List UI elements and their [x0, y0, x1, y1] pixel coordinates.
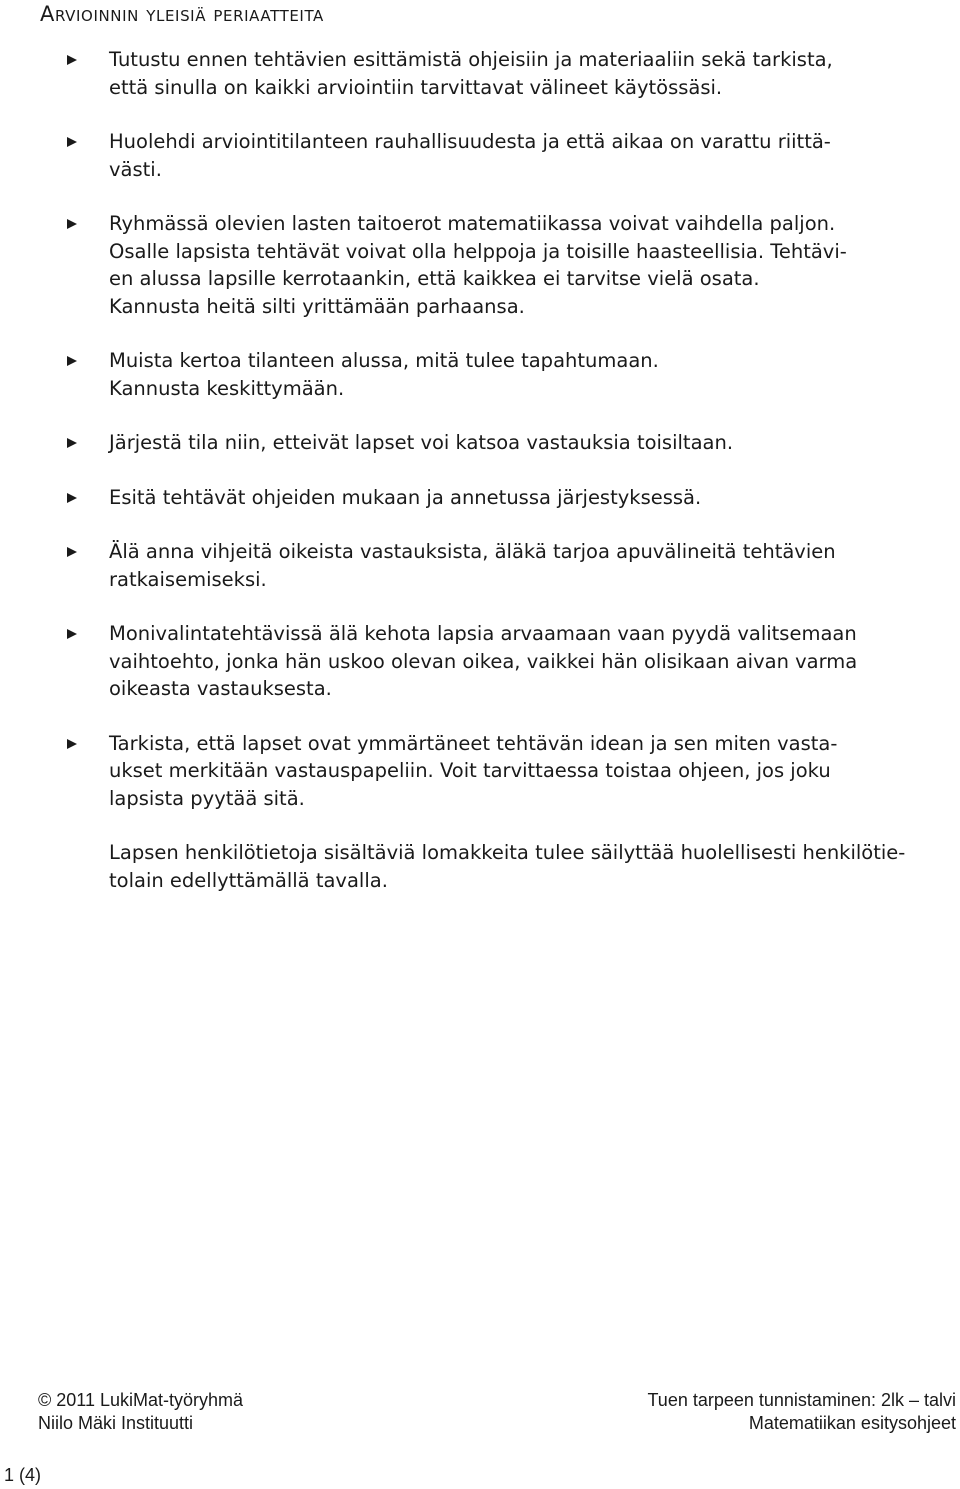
triangle-bullet-icon [67, 739, 77, 749]
triangle-bullet-icon [67, 55, 77, 65]
item-text-line: Älä anna vihjeitä oikeista vastauksista, äläkä tarjoa apuvälineitä tehtävien [109, 540, 836, 563]
page-heading: Arvioinnin yleisiä periaatteita [40, 2, 324, 26]
list-item [0, 730, 960, 813]
item-text-line: Tutustu ennen tehtävien esittämistä ohjeisiin ja materiaaliin sekä tarkista, [109, 48, 833, 71]
triangle-bullet-icon [67, 547, 77, 557]
list-item [0, 429, 960, 457]
footer-right-line: Matematiikan esitysohjeet [748, 1413, 956, 1433]
item-text-line: vaihtoehto, jonka hän uskoo olevan oikea, vaikkei hän olisikaan aivan varma [109, 649, 858, 673]
list-item [0, 347, 960, 402]
footer-right-line: Tuen tarpeen tunnistaminen: 2lk – talvi [647, 1390, 956, 1410]
page-number: 1 (4) [4, 1465, 42, 1485]
triangle-bullet-icon [67, 629, 77, 639]
list-item [0, 538, 960, 593]
triangle-bullet-icon [67, 493, 77, 503]
item-text-line: lapsista pyytää sitä. [109, 786, 305, 810]
item-text-line: västi. [109, 157, 162, 181]
item-text-line: Muista kertoa tilanteen alussa, mitä tulee tapahtumaan. [109, 349, 659, 372]
note-text-line: tolain edellyttämällä tavalla. [109, 868, 388, 892]
triangle-bullet-icon [67, 438, 77, 448]
list-item [0, 620, 960, 703]
item-text-line: Kannusta heitä silti yrittämään parhaansa. [109, 294, 525, 318]
item-text-line: Monivalintatehtävissä älä kehota lapsia arvaamaan vaan pyydä valitsemaan [109, 622, 857, 645]
privacy-note [0, 839, 960, 894]
item-text-line: Ryhmässä olevien lasten taitoerot matematiikassa voivat vaihdella paljon. [109, 212, 836, 235]
item-text-line: Tarkista, että lapset ovat ymmärtäneet tehtävän idean ja sen miten vasta- [109, 731, 838, 755]
triangle-bullet-icon [67, 219, 77, 229]
footer-left-line: © 2011 LukiMat-työryhmä [38, 1390, 244, 1410]
triangle-bullet-icon [67, 137, 77, 147]
item-text-line: Kannusta keskittymään. [109, 376, 345, 400]
footer-left-line: Niilo Mäki Instituutti [38, 1413, 194, 1433]
list-item [0, 210, 960, 320]
item-text-line: Järjestä tila niin, etteivät lapset voi katsoa vastauksia toisiltaan. [109, 431, 734, 454]
item-text-line: Esitä tehtävät ohjeiden mukaan ja annetussa järjestyksessä. [109, 485, 702, 509]
item-text-line: en alussa lapsille kerrotaankin, että kaikkea ei tarvitse vielä osata. [109, 267, 760, 290]
item-text-line: oikeasta vastauksesta. [109, 677, 332, 700]
item-text-line: ukset merkitään vastauspapeliin. Voit tarvittaessa toistaa ohjeen, jos joku [109, 759, 831, 782]
item-text-line: Huolehdi arviointitilanteen rauhallisuudesta ja että aikaa on varattu riittä- [109, 130, 831, 153]
list-item [0, 484, 960, 512]
item-text-line: ratkaisemiseksi. [109, 567, 267, 591]
item-text-line: Osalle lapsista tehtävät voivat olla helppoja ja toisille haasteellisia. Tehtävi- [109, 239, 847, 263]
item-text-line: että sinulla on kaikki arviointiin tarvittavat välineet käytössäsi. [109, 75, 723, 99]
footer-copyright [38, 1389, 243, 1435]
note-text-line: Lapsen henkilötietoja sisältäviä lomakkeita tulee säilyttää huolellisesti henkilötie- [109, 841, 906, 864]
triangle-bullet-icon [67, 356, 77, 366]
instruction-list [0, 46, 960, 894]
list-item [0, 128, 960, 183]
footer-document-title [647, 1389, 956, 1435]
list-item [0, 46, 960, 101]
